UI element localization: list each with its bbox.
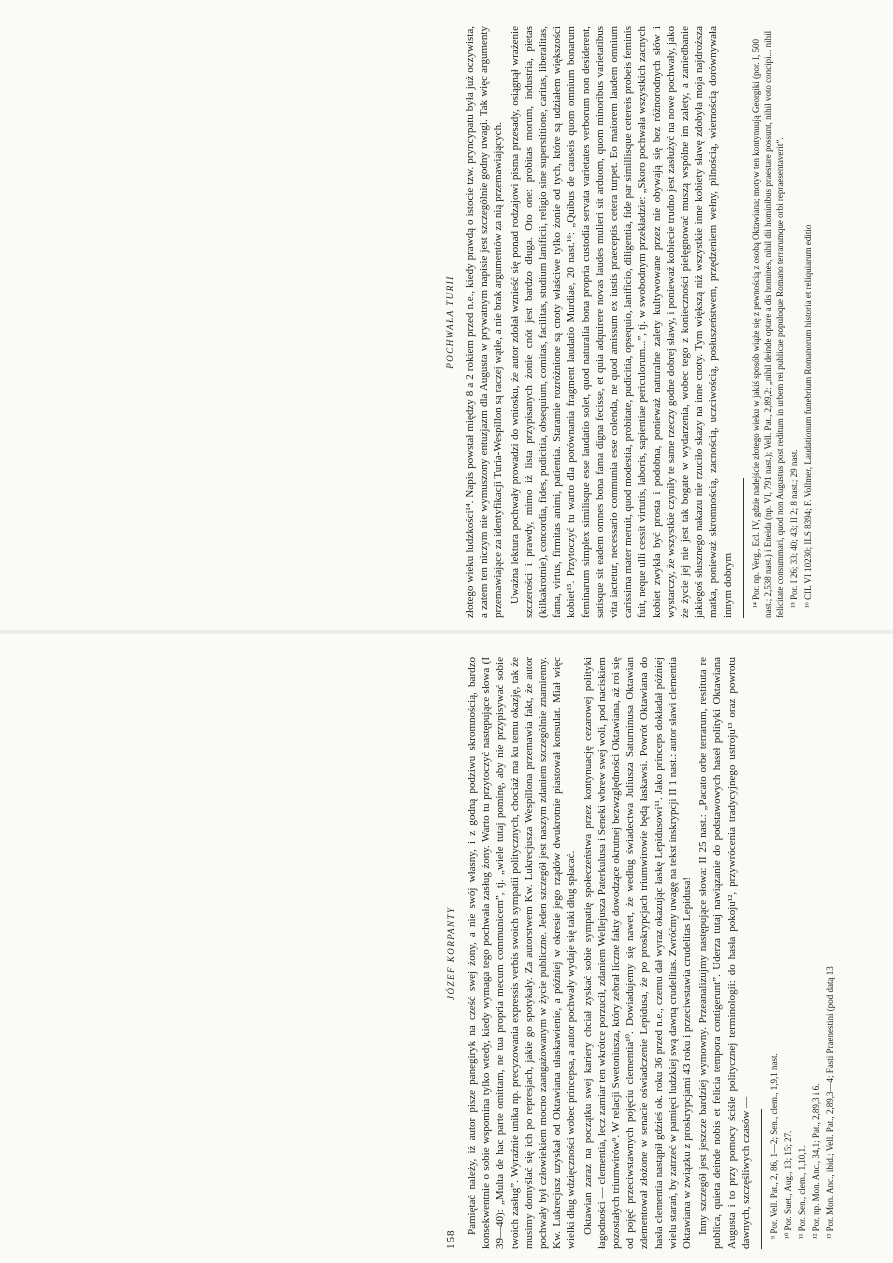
footnote: ¹¹ Por. Sen., clem., 1,10,1. <box>797 1145 808 1239</box>
footnotes <box>750 22 814 622</box>
footnote: ¹⁶ CIL VI 10230; ILS 8394; F. Vollmer, Laudationum funebrium Romanorum historia et reliquiarum editio <box>802 224 813 608</box>
footnote: ¹² Por. np. Mon. Anc., 34,1; Pat., 2,89,3 i 6. <box>811 1083 822 1239</box>
running-head-author: JÓZEF KORPANTY <box>446 906 456 1001</box>
body-text <box>465 653 753 1253</box>
footnote: ⁹ Por. Vell. Pat., 2, 86, 1—2; Sen., clem., 1,9,1 nast. <box>769 1053 780 1239</box>
footnote: ¹⁰ Por. Suet., Aug., 13; 15; 27. <box>783 1130 794 1239</box>
paragraph: Oktawian zaraz na początku swej kariery chciał zyskać sobie sympatię społeczeństwa przez kontynuację cezarowej polityki łagodności — clementia, lecz zamiar ten wkrótce porzucił, zdaniem Wellejusza Paterkulusa i Seneki wbrew swej woli, pod naciskiem pozostałych triumwirów⁹. W relacji Swetoniusza, który zebrał liczne fakty dowodzące okrutnej bezwzględności Oktawiana, aż roi się od pojęć przeciwstawnych pojęciu clementia¹⁰. Dowiadujemy się nawet, że według świadectwa Juliusza Saturninusa Oktawian zdementował złożone w senacie oświadczenie Lepidusa, że po proskrypcjach triumwirowie będą łaskawsi. Powrót Oktawiana do hasła clementia nastąpił gdzieś ok. roku 36 przed n.e., czemu dał wyraz okazując łaskę Lepidusowi¹¹. Jako princeps dokładał później wielu starań, by zatrzeć w pamięci ludzkiej swą dawną crudelitas. Zwróćmy uwagę na tekst inskrypcji II 1 nast.: autor sławi clementia Oktawiana w związku z proskrypcjami 43 roku i przeciwstawia crudelitas Lepidusa! <box>581 657 694 1249</box>
footnote: ¹⁵ Por. I 26; 33; 40; 43; II 2; 8 nast.; 29 nast. <box>788 449 799 608</box>
running-head <box>445 653 465 1253</box>
page-pochwala-turii <box>445 22 885 622</box>
body-text <box>463 22 735 622</box>
footnote: ¹⁴ Por. np. Verg., Ecl. IV, gdzie nadejście złotego wieku w jakiś sposób wiąże się z pewnością z osobą Oktawiana; motyw ten kontynuują Georgiki (por. I, 500 nast.; 2,538 nast.) i Eneida (np. VI, 791 nast.); Vell. Pat., 2,89,2: „nihil deinde optare a dis homines, nihil dii hominibus praestare possunt, nihil voto concipi... nihil felicitate consummari, quod non Augustus post reditum in urbem rei publicae populoque Romano terrarumque orbi repraesentaverit”. <box>750 30 785 618</box>
paragraph: Inny szczegół jest jeszcze bardziej wymowny. Przeanalizujmy następujące słowa: II 25 nast.: „Pacato orbe terrarum, restituta re publica, quieta deinde nobis et felicia tempora contigerunt”. Uderza tutaj nawiązanie do podstawowych haseł polityki Oktawiana Augusta i to przy pomocy ściśle politycznej terminologii: do hasła pokoju¹², przywrócenia tradycyjnego ustroju¹³ oraz powrotu dawnych, szczęśliwych czasów — <box>697 657 752 1249</box>
running-head <box>445 22 463 622</box>
footnote-rule <box>743 478 744 618</box>
page-number: 158 <box>445 1229 457 1249</box>
footnote-rule <box>761 1109 762 1249</box>
footnote: ¹³ Por. Mon. Anc., ibid.; Vell. Pat., 2,89,3—4; Fasti Praenestini (pod datą 13 <box>825 966 836 1239</box>
running-head-title: POCHWAŁA TURII <box>445 275 455 369</box>
footnotes <box>768 653 836 1253</box>
paragraph: Uważna lektura pochwały prowadzi do wniosku, że autor zdołał wznieść się ponad rodzajowi pisma przesady, osiągnął wrażenie szczerości i prawdy, mimo iż lista przypisanych żonie cnót jest bardzo długa. Oto one: probitas morum, industria, pietas (kilkakrotnie), concordia, fides, pudicitia, obsequium, comitas, facilitas, studium lanificii, religio sine superstitione, caritas, liberalitas, fama, virtus, firmitas animi, patientia. Staramie rozróżnione są cnoty właściwe tylko żonie od tych, które są udziałem większości kobiet¹⁵. Przytoczyć tu warto dla porównania fragment laudatio Murdiae, 20 nast.¹⁶: „Quibus de causeis quom omnium bonarum feminarum simplex similisque esse laudatio solet, quod naturalia bona propria custodia servata varietates verborum non desiderent, satisque sit eadem omnes bona fama digna fecisse, et quia adquirere novas laudes mulieri sit arduom, quom minoribus varietatibus vita iactetur, necessario communia esse colenda, ne quod amissum ex iustis praeceptis cetera turpet. Eo maiorem laudem omnium carissima mater meruit, quod modestia, probitate, pudicitia, opsequio, lanificio, diligentia, fide par simillisque cetereis probeis feminis fuit, neque ulli cessit virtutis, laboris, sapientiae periculorum...”, tj. w swobodnym przekładzie: „Skoro pochwała wszystkich zacnych kobiet zwykła być prosta i podobna, ponieważ naturalne zalety kultywowane przez nie obywają się bez różnorodnych słów i wystarczy, że wszystkie czyniły te same rzeczy godne dobrej sławy, i ponieważ kobiecie trudno jest zasłużyć na nowe pochwały, jako że życie jej nie jest tak bogate w wydarzenia, wobec tego z konieczności pielęgnować muszą wspólne im zalety, a zaniedbanie jakiegoś słusznego nakazu nie rzuciło skazy na inne cnoty. Tym większą niż wszystkie inne kobiety sławę zdobyła moja najdroższa matka, ponieważ skromnością, zacnością, uczciwością, posłuszeństwem, przędzeniem wełny, pilnością, wiernością dorównywała innym dobrym <box>508 26 734 618</box>
book-gutter <box>0 628 893 636</box>
paragraph: Pamiętać należy, iż autor pisze panegiryk na cześć swej żony, a nie swój własny, i z godną podziwu skromnością, bardzo konsekwentnie o sobie wspomina tylko wtedy, kiedy wymaga tego pochwała zasług żony. Warto tu przytoczyć następujące słowa (I 39—40): „Multa de hac parte omittam, ne tua propria mecum communicem”, tj. „wiele tutaj pominę, aby nie przypisywać sobie twoich zasług”. Wyraźnie unika np. precyzowania expressis verbis swoich sympatii politycznych, chociaż ma ku temu okazję, tak że musimy domyślać się ich po represjach, jakie go spotykały. Za autorstwem Kw. Lukrecjusza Wespillona przemawia fakt, że autor pochwały był człowiekiem mocno zaangażowanym w życie publiczne. Jeden szczegół jest naszym zdaniem szczególnie znamienny. Kw. Lukrecjusz uzyskał od Oktawiana ułaskawienie, a później w okresie jego rządów dwukrotnie piastował konsulat. Miał więc wielki dług wdzięczności wobec princepsa, a autor pochwały wydaje się taki dług spłacać. <box>466 657 578 1249</box>
paragraph: złotego wieku ludzkości¹⁴. Napis powstał między 8 a 2 rokiem przed n.e., kiedy prawdą o istocie tzw. pryncypatu była już oczywista, a zatem ten niczym nie wymuszony entuzjazm dla Augusta w prywatnym napisie jest szczególnie godny uwagi. Tak więc argumenty przemawiające za identyfikacji Turia-Wespillon są raczej wątłe, a nie brak argumentów za nią przemawiających. <box>464 26 505 618</box>
page-158 <box>445 653 885 1253</box>
